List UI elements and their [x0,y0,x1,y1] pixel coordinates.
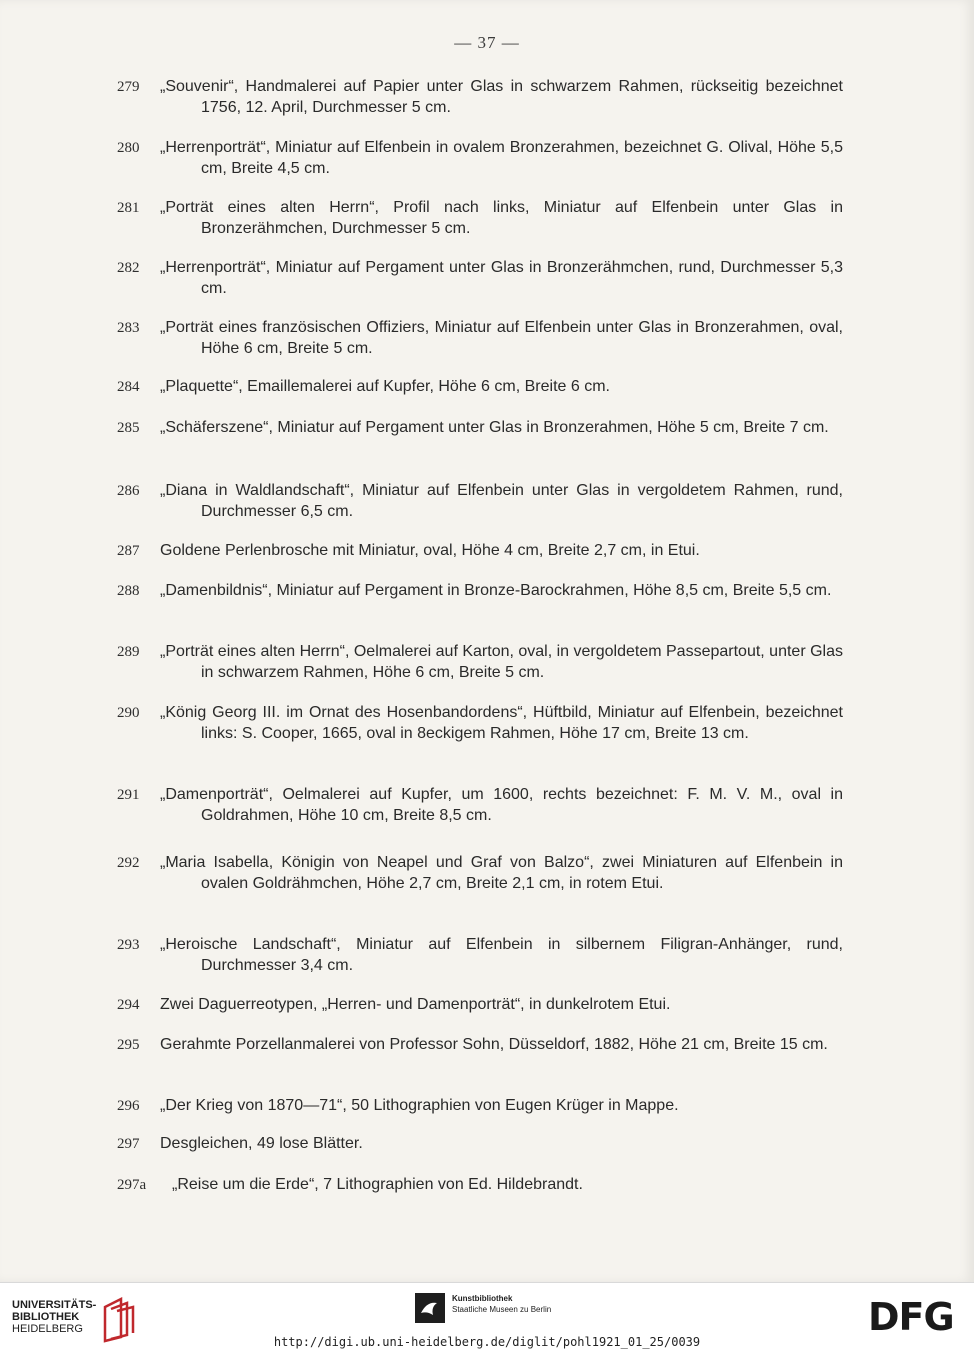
footer-bar [0,1282,974,1352]
entry-number: 296 [117,1098,140,1114]
entry-description: Desgleichen, 49 lose Blätter. [160,1135,363,1152]
entry-description: „Porträt eines alten Herrn“, Profil nach links, Miniatur auf Elfenbein unter Glas in Bronzerähmchen, Durchmesser 5 cm. [160,199,843,237]
kb-logo-line: Kunstbibliothek [452,1294,513,1303]
entry-description: „Herrenporträt“, Miniatur auf Elfenbein in ovalem Bronzerahmen, bezeichnet G. Olival, Höhe 5,5 cm, Breite 4,5 cm. [160,139,843,177]
entry-description: „Diana in Waldlandschaft“, Miniatur auf Elfenbein unter Glas in vergoldetem Rahmen, rund, Durchmesser 6,5 cm. [160,482,843,520]
entry-number: 297a [117,1177,147,1193]
entry-description: „Souvenir“, Handmalerei auf Papier unter Glas in schwarzem Rahmen, rückseitig bezeichnet 1756, 12. April, Durchmesser 5 cm. [160,78,843,116]
entry-description: „Herrenporträt“, Miniatur auf Pergament unter Glas in Bronzerähmchen, rund, Durchmesser 5,3 cm. [160,259,843,297]
entry-number: 287 [117,543,140,559]
permalink-url[interactable]: http://digi.ub.uni-heidelberg.de/diglit/pohl1921_01_25/0039 [273,1335,701,1349]
university-library-logo-text[interactable] [12,1299,96,1335]
entry-description: „Damenporträt“, Oelmalerei auf Kupfer, um 1600, rechts bezeichnet: F. M. V. M., oval in Goldrahmen, Höhe 10 cm, Breite 8,5 cm. [160,786,843,824]
entry-number: 289 [117,644,140,660]
kb-logo-line: Staatliche Museen zu Berlin [452,1305,552,1314]
entry-description: Zwei Daguerreotypen, „Herren- und Damenporträt“, in dunkelrotem Etui. [160,996,671,1013]
entry-number: 285 [117,420,140,436]
entry-number: 297 [117,1136,140,1152]
entry-number: 290 [117,705,140,721]
entry-description: „Heroische Landschaft“, Miniatur auf Elfenbein in silbernem Filigran-Anhänger, rund, Durchmesser 3,4 cm. [160,936,843,974]
entry-number: 294 [117,997,140,1013]
entry-number: 295 [117,1037,140,1053]
entry-description: „König Georg III. im Ornat des Hosenbandordens“, Hüftbild, Miniatur auf Elfenbein, bezeichnet links: S. Cooper, 1665, oval in 8eckigem Rahmen, Höhe 17 cm, Breite 13 cm. [160,704,843,742]
uni-logo-line: UNIVERSITÄTS- [12,1299,97,1311]
kunstbibliothek-logo-text[interactable] [452,1293,551,1315]
entry-number: 286 [117,483,140,499]
entry-description: „Reise um die Erde“, 7 Lithographien von Ed. Hildebrandt. [172,1176,583,1193]
entry-number: 279 [117,79,140,95]
entry-description: Goldene Perlenbrosche mit Miniatur, oval, Höhe 4 cm, Breite 2,7 cm, in Etui. [160,542,700,559]
entry-description: „Maria Isabella, Königin von Neapel und Graf von Balzo“, zwei Miniaturen auf Elfenbein in ovalen Goldrähmchen, Höhe 2,7 cm, Breite 2,1 cm, in rotem Etui. [160,854,843,892]
entry-description: „Der Krieg von 1870—71“, 50 Lithographien von Eugen Krüger in Mappe. [160,1097,679,1114]
entry-description: „Damenbildnis“, Miniatur auf Pergament in Bronze-Barockrahmen, Höhe 8,5 cm, Breite 5,5 cm. [160,582,832,599]
entry-number: 292 [117,855,140,871]
uni-logo-line: BIBLIOTHEK [12,1311,80,1323]
entry-number: 291 [117,787,140,803]
page-number: — 37 — [454,33,520,52]
uni-logo-line: HEIDELBERG [12,1323,83,1335]
entry-number: 293 [117,937,140,953]
entry-description: „Porträt eines französischen Offiziers, Miniatur auf Elfenbein unter Glas in Bronzerahmen, oval, Höhe 6 cm, Breite 5 cm. [160,319,843,357]
entry-description: Gerahmte Porzellanmalerei von Professor Sohn, Düsseldorf, 1882, Höhe 21 cm, Breite 15 cm. [160,1036,828,1053]
dfg-logo[interactable]: DFG [868,1295,954,1339]
entry-number: 284 [117,379,140,395]
entry-description: „Schäferszene“, Miniatur auf Pergament unter Glas in Bronzerahmen, Höhe 5 cm, Breite 7 cm. [160,419,829,436]
kunstbibliothek-logo-icon[interactable] [415,1293,445,1323]
entry-number: 282 [117,260,140,276]
entry-number: 281 [117,200,140,216]
entry-number: 280 [117,140,140,156]
entry-number: 288 [117,583,140,599]
entry-number: 283 [117,320,140,336]
entry-description: „Plaquette“, Emaillemalerei auf Kupfer, Höhe 6 cm, Breite 6 cm. [160,378,610,395]
entry-description: „Porträt eines alten Herrn“, Oelmalerei auf Karton, oval, in vergoldetem Passepartout, unter Glas in schwarzem Rahmen, Höhe 6 cm, Breite 5 cm. [160,643,843,681]
